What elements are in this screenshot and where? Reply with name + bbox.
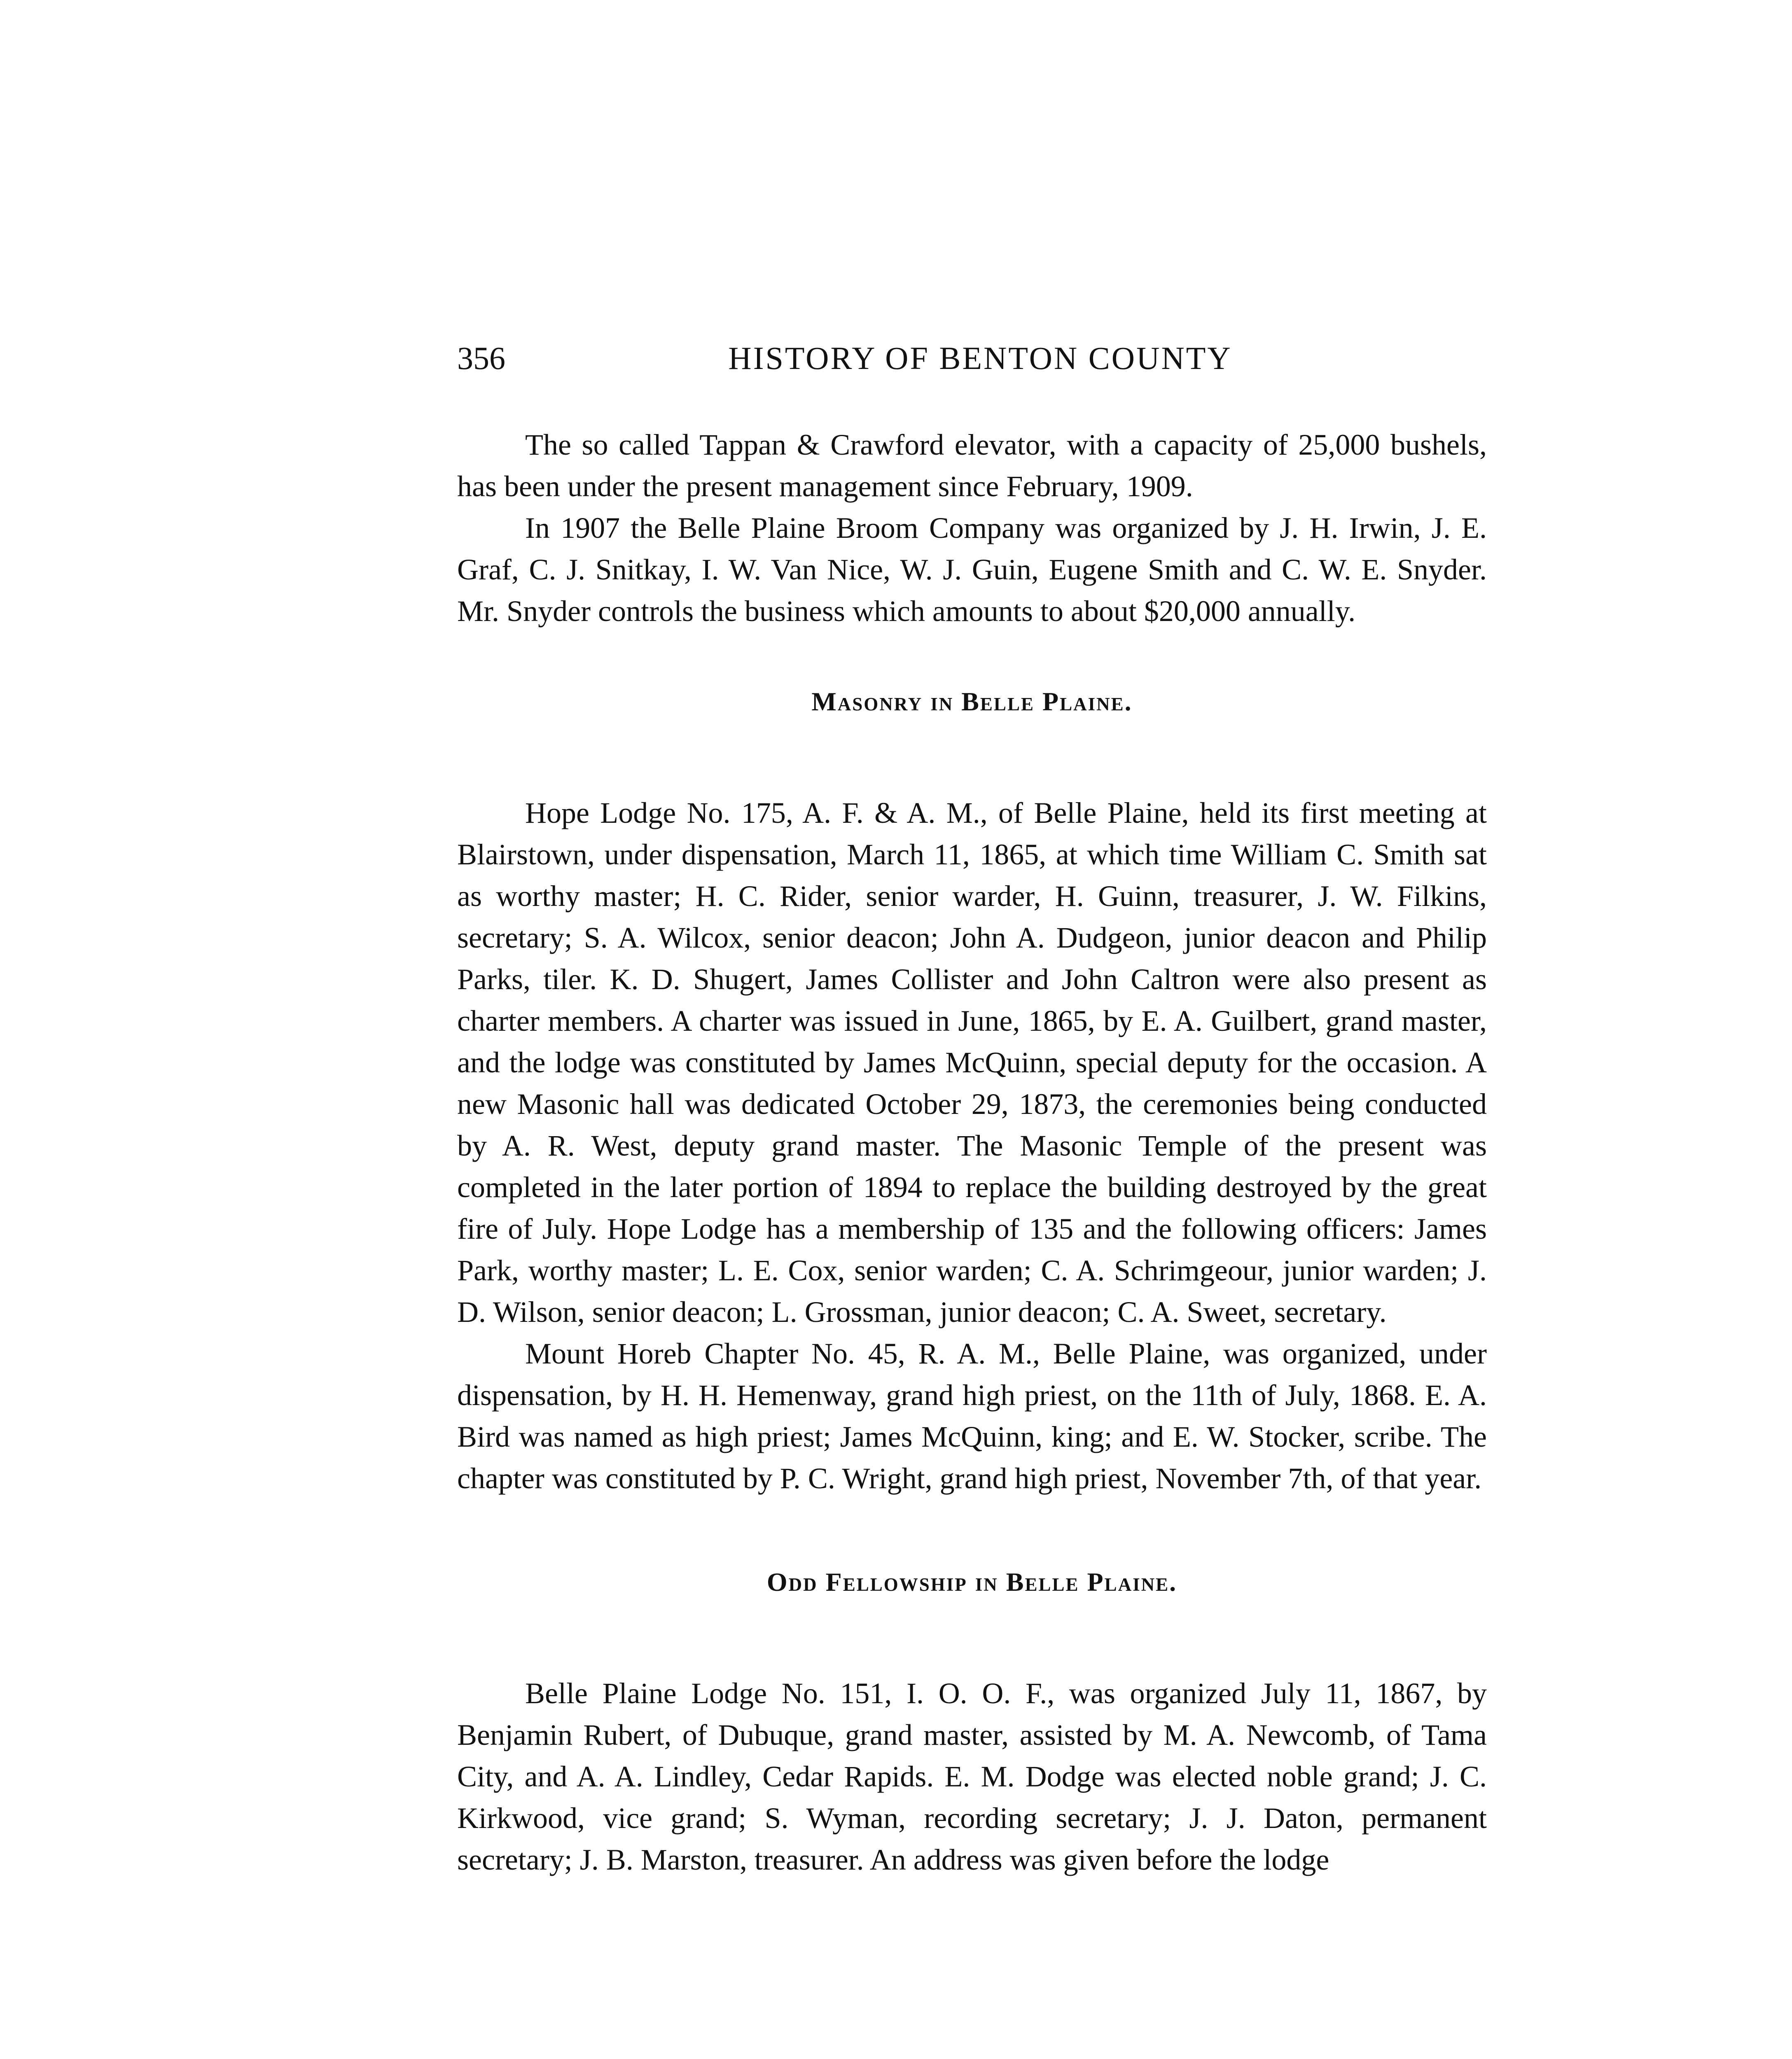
section-heading-masonry: Masonry in Belle Plaine. <box>811 687 1133 716</box>
paragraph-elevator: The so called Tappan & Crawford elevator, with a capacity of 25,000 bushels, has been under the present management since February, 1909. <box>457 428 1487 503</box>
page-number: 356 <box>457 340 505 376</box>
text-column <box>457 338 1487 1881</box>
paragraph-mount-horeb: Mount Horeb Chapter No. 45, R. A. M., Belle Plaine, was organized, under dispensation, by H. H. Hemenway, grand high priest, on the 11th of July, 1868. E. A. Bird was named as high priest; James McQuinn, king; and E. W. Stocker, scribe. The chapter was constituted by P. C. Wright, grand high priest, November 7th, of that year. <box>457 1337 1487 1495</box>
paragraph-belle-plaine-lodge: Belle Plaine Lodge No. 151, I. O. O. F., was organized July 11, 1867, by Benjamin Rubert, of Dubuque, grand master, assisted by M. A. Newcomb, of Tama City, and A. A. Lindley, Cedar Rapids. E. M. Dodge was elected noble grand; J. C. Kirkwood, vice grand; S. Wyman, recording secretary; J. J. Daton, permanent secretary; J. B. Marston, treasurer. An address was given before the lodge <box>457 1677 1487 1876</box>
paragraph-broom-company: In 1907 the Belle Plaine Broom Company was organized by J. H. Irwin, J. E. Graf, C. J. Snitkay, I. W. Van Nice, W. J. Guin, Eugene Smith and C. W. E. Snyder. Mr. Snyder controls the business which amounts to about $20,000 annually. <box>457 511 1487 628</box>
running-head <box>457 338 1487 387</box>
book-title: HISTORY OF BENTON COUNTY <box>728 340 1232 376</box>
section-heading-odd-fellowship: Odd Fellowship in Belle Plaine. <box>766 1567 1178 1597</box>
paragraph-hope-lodge: Hope Lodge No. 175, A. F. & A. M., of Belle Plaine, held its first meeting at Blairstown, under dispensation, March 11, 1865, at which time William C. Smith sat as worthy master; H. C. Rider, senior warder, H. Guinn, treasurer, J. W. Filkins, secretary; S. A. Wilcox, senior deacon; John A. Dudgeon, junior deacon and Philip Parks, tiler. K. D. Shugert, James Collister and John Caltron were also present as charter members. A charter was issued in June, 1865, by E. A. Guilbert, grand master, and the lodge was constituted by James McQuinn, special deputy for the occasion. A new Masonic hall was dedicated October 29, 1873, the ceremonies being conducted by A. R. West, deputy grand master. The Masonic Temple of the present was completed in the later portion of 1894 to replace the building destroyed by the great fire of July. Hope Lodge has a membership of 135 and the following officers: James Park, worthy master; L. E. Cox, senior warden; C. A. Schrimgeour, junior warden; J. D. Wilson, senior deacon; L. Grossman, junior deacon; C. A. Sweet, secretary. <box>457 796 1487 1328</box>
